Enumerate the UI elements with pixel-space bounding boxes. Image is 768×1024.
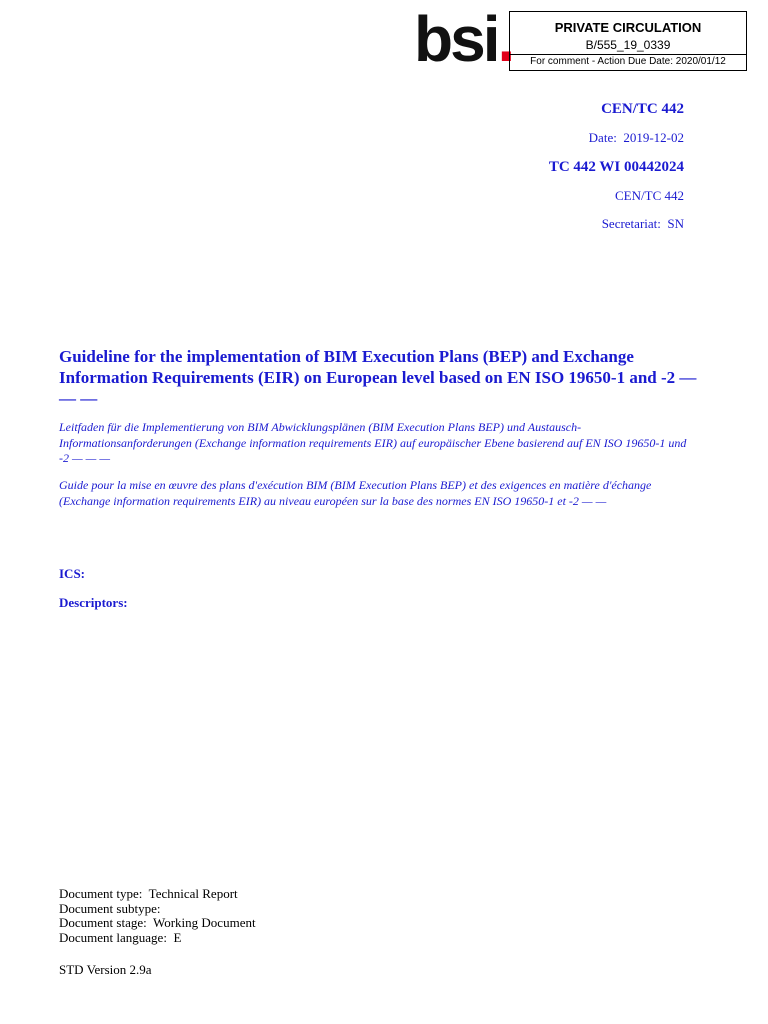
date-line [589, 130, 684, 146]
circulation-title: PRIVATE CIRCULATION [554, 20, 702, 35]
document-subtype-label: Document subtype: [59, 900, 161, 916]
secretariat-line [602, 216, 684, 232]
document-language-label: Document language: [59, 929, 167, 945]
date-value: 2019-12-02 [623, 130, 684, 145]
committee-secondary: CEN/TC 442 [615, 188, 684, 203]
document-type-label: Document type: [59, 886, 143, 901]
logo-dot: . [497, 3, 513, 75]
descriptors-label: Descriptors: [59, 595, 128, 610]
document-stage-row [59, 916, 256, 931]
document-language-value: E [173, 929, 182, 945]
circulation-due-date: For comment - Action Due Date: 2020/01/12 [510, 54, 746, 70]
document-metadata [59, 887, 256, 945]
private-circulation-box [509, 11, 747, 71]
document-subtype-row [59, 902, 256, 917]
document-type-row [59, 887, 256, 902]
work-item-heading: TC 442 WI 00442024 [548, 159, 684, 175]
committee-heading: CEN/TC 442 [601, 101, 684, 117]
date-label: Date: [588, 130, 617, 145]
bsi-logo [414, 3, 513, 75]
document-title-de: Leitfaden für die Implementierung von BIM Abwicklungsplänen (BIM Execution Plans BEP) und Austausch-Informationsanforderungen (Exchange information requirements EIR) auf europäischer Ebene basierend auf EN ISO 19650-1 und -2 — — — [59, 420, 687, 465]
circulation-reference: B/555_19_0339 [585, 38, 671, 52]
document-title-en: Guideline for the implementation of BIM Execution Plans (BEP) and Exchange Information Requirements (EIR) on European level based on EN ISO 19650-1 and -2 — — — [59, 347, 697, 408]
document-type-value: Technical Report [148, 886, 238, 901]
document-language-row [59, 931, 256, 946]
document-stage-label: Document stage: [59, 915, 147, 930]
document-title-fr: Guide pour la mise en œuvre des plans d'exécution BIM (BIM Execution Plans BEP) et des exigences en matière d'échange (Exchange information requirements EIR) au niveau européen sur la base des normes EN ISO 19650-1 et -2 — — [59, 478, 652, 508]
secretariat-value: SN [667, 216, 684, 231]
ics-label: ICS: [59, 566, 86, 581]
logo-text: bsi [414, 3, 498, 75]
secretariat-label: Secretariat: [601, 216, 661, 231]
document-stage-value: Working Document [153, 915, 256, 930]
std-version: STD Version 2.9a [59, 962, 152, 977]
